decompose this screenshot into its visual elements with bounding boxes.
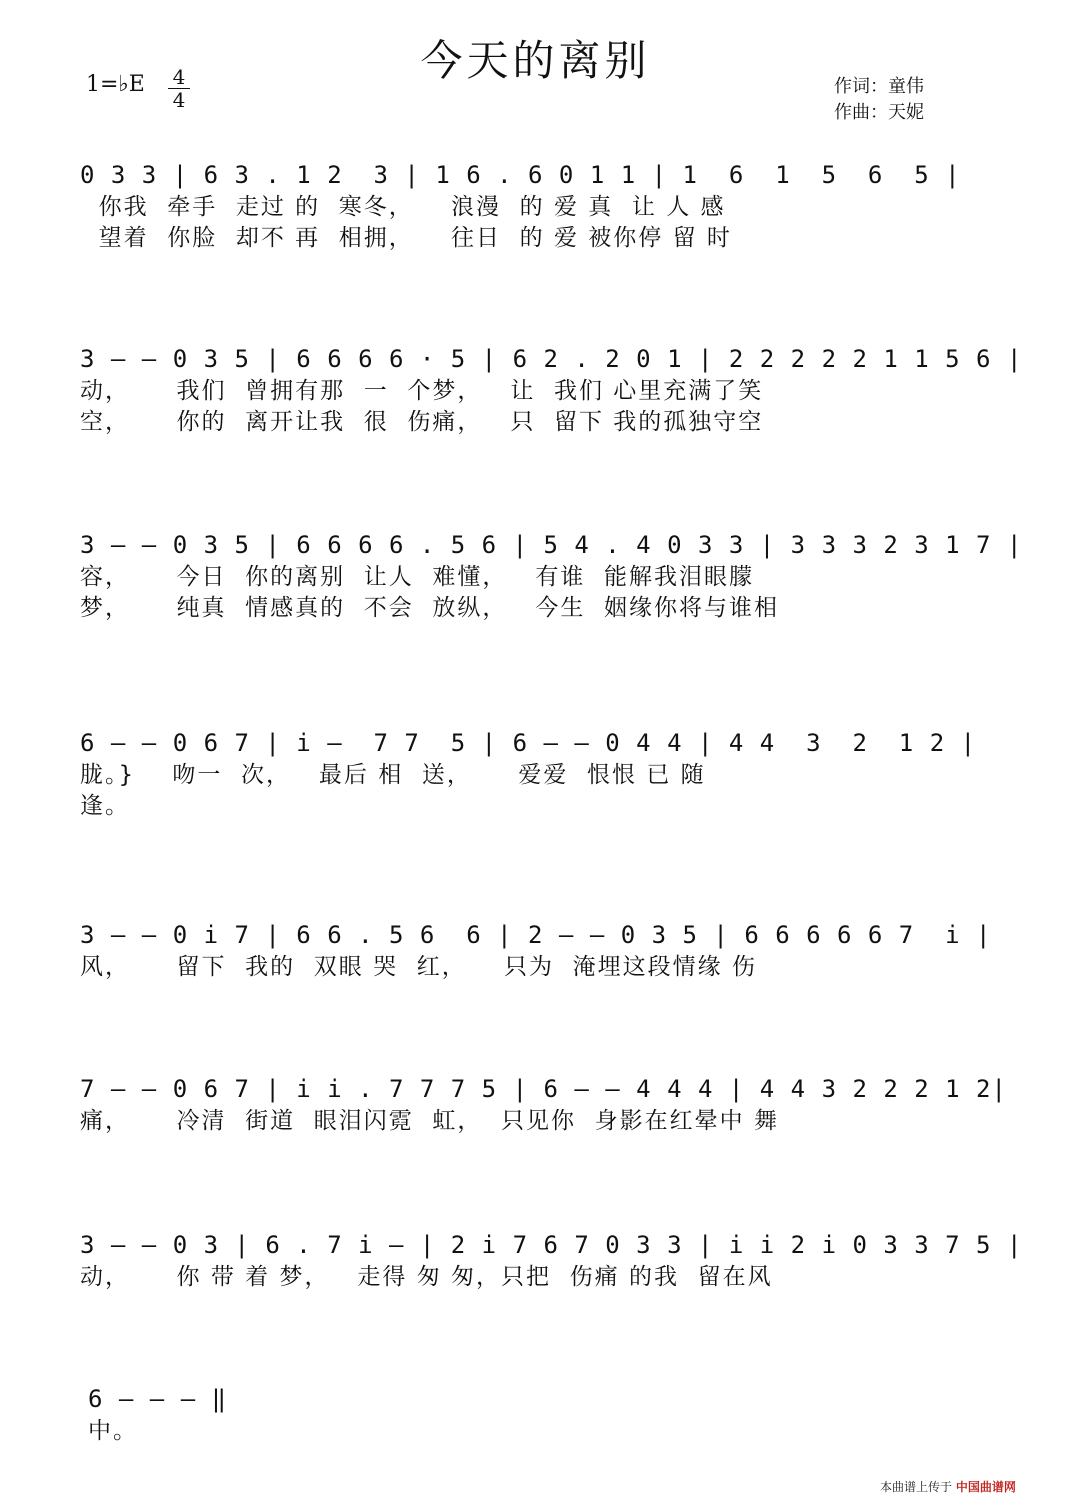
time-signature bbox=[168, 66, 190, 111]
lyric-line-1: 动， 你 带 着 梦， 走得 匆 匆，只把 伤痛 的我 留在风 bbox=[80, 1264, 773, 1290]
notation-line: 3 — — 0 3 5 | 6 6 6 6 · 5 | 6 2 . 2 0 1 | 2 2 2 2 2 1 1 5 6 | bbox=[80, 345, 1023, 373]
site-logo: 中国曲谱网 bbox=[955, 1480, 1016, 1494]
notation-line: 6 — — 0 6 7 | i — 7 7 5 | 6 — — 0 4 4 | 4 4 3 2 1 2 | bbox=[80, 729, 977, 757]
credits bbox=[834, 74, 924, 126]
final-system bbox=[88, 1382, 227, 1447]
lyric-line-1: 胧。} 吻一 次， 最后 相 送， 爱爱 恨恨 已 随 bbox=[80, 762, 706, 788]
notation-line: 0 3 3 | 6 3 . 1 2 3 | 1 6 . 6 0 1 1 | 1 6 1 5 6 5 | bbox=[80, 161, 961, 189]
system-1 bbox=[80, 158, 1010, 254]
system-6 bbox=[80, 1072, 1010, 1137]
lyric-line-2: 望着 你脸 却不 再 相拥， 往日 的 爱 被你停 留 时 bbox=[80, 225, 732, 251]
composer: 作曲：天妮 bbox=[834, 102, 924, 123]
song-title: 今天的离别 bbox=[420, 36, 651, 85]
lyric-line-2: 梦， 纯真 情感真的 不会 放纵， 今生 姻缘你将与谁相 bbox=[80, 595, 779, 621]
system-3 bbox=[80, 528, 1023, 624]
final-lyric: 中。 bbox=[88, 1418, 138, 1444]
upload-credit bbox=[880, 1478, 1016, 1495]
lyric-line-1: 动， 我们 曾拥有那 一 个梦， 让 我们 心里充满了笑 bbox=[80, 378, 764, 404]
time-signature-bottom: 4 bbox=[168, 88, 190, 111]
system-7 bbox=[80, 1228, 1023, 1293]
lyric-line-2: 空， 你的 离开让我 很 伤痛， 只 留下 我的孤独守空 bbox=[80, 409, 764, 435]
upload-credit-prefix: 本曲谱上传于 bbox=[880, 1480, 953, 1494]
notation-line: 3 — — 0 3 5 | 6 6 6 6 . 5 6 | 5 4 . 4 0 3 3 | 3 3 3 2 3 1 7 | bbox=[80, 531, 1023, 559]
lyric-line-2: 逢。 bbox=[80, 793, 130, 819]
lyricist: 作词：童伟 bbox=[834, 76, 924, 97]
notation-line: 3 — — 0 i 7 | 6 6 . 5 6 6 | 2 — — 0 3 5 | 6 6 6 6 6 7 i | bbox=[80, 921, 992, 949]
notation-line: 3 — — 0 3 | 6 . 7 i — | 2 i 7 6 7 0 3 3 | i i 2 i 0 3 3 7 5 | bbox=[80, 1231, 1023, 1259]
final-notation: 6 — — — ‖ bbox=[88, 1385, 228, 1413]
system-4 bbox=[80, 726, 1010, 822]
lyric-line-1: 容， 今日 你的离别 让人 难懂， 有谁 能解我泪眼朦 bbox=[80, 564, 754, 590]
lyric-line-1: 痛， 冷清 街道 眼泪闪霓 虹， 只见你 身影在红晕中 舞 bbox=[80, 1108, 779, 1134]
key-signature: 1=♭E bbox=[86, 72, 145, 97]
system-5 bbox=[80, 918, 1010, 983]
time-signature-top: 4 bbox=[172, 65, 186, 89]
lyric-line-1: 风， 留下 我的 双眼 哭 红， 只为 淹埋这段情缘 伤 bbox=[80, 954, 757, 980]
lyric-line-1: 你我 牵手 走过 的 寒冬， 浪漫 的 爱 真 让 人 感 bbox=[80, 194, 726, 220]
system-2 bbox=[80, 342, 1023, 438]
notation-line: 7 — — 0 6 7 | i i . 7 7 7 5 | 6 — — 4 4 4 | 4 4 3 2 2 2 1 2| bbox=[80, 1075, 1007, 1103]
